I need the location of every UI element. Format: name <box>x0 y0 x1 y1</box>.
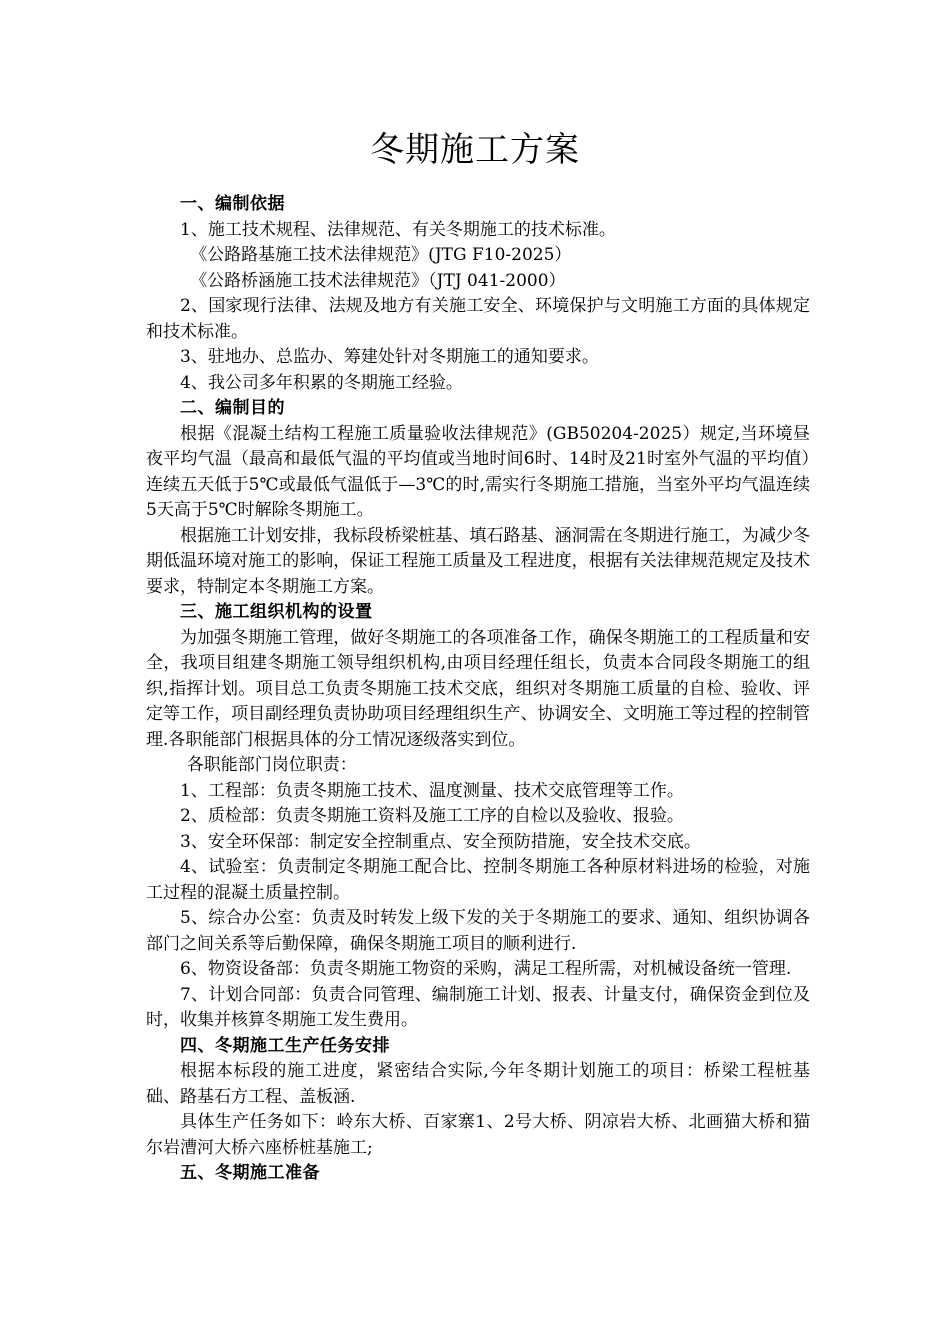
section-heading: 四、冬期施工生产任务安排 <box>180 1035 390 1056</box>
document-body <box>146 192 810 1187</box>
body-paragraph: 6、物资设备部：负责冬期施工物资的采购，满足工程所需，对机械设备统一管理. <box>180 959 792 979</box>
body-paragraph: 4、试验室：负责制定冬期施工配合比、控制冬期施工各种原材料进场的检验，对施工过程的混凝土质量控制。 <box>146 857 810 903</box>
document-title: 冬期施工方案 <box>370 130 580 170</box>
body-paragraph: 为加强冬期施工管理，做好冬期施工的各项准备工作，确保冬期施工的工程质量和安全，我项目组建冬期施工领导组织机构,由项目经理任组长，负责本合同段冬期施工的组织,指挥计划。项目总工负责冬期施工技术交底，组织对冬期施工质量的自检、验收、评定等工作，项目副经理负责协助项目经理组织生产、协调安全、文明施工等过程的控制管理.各职能部门根据具体的分工情况逐级落实到位。 <box>146 627 810 750</box>
body-paragraph: 根据本标段的施工进度，紧密结合实际,今年冬期计划施工的项目：桥梁工程桩基础、路基石方工程、盖板涵. <box>146 1061 810 1107</box>
body-paragraph: 3、驻地办、总监办、筹建处针对冬期施工的通知要求。 <box>180 347 599 367</box>
section-heading: 五、冬期施工准备 <box>180 1163 320 1183</box>
body-paragraph: 2、质检部：负责冬期施工资料及施工工序的自检以及验收、报验。 <box>180 806 684 826</box>
subheading-paragraph: 各职能部门岗位职责： <box>186 755 357 775</box>
body-paragraph: 5、综合办公室：负责及时转发上级下发的关于冬期施工的要求、通知、组织协调各部门之间关系等后勤保障，确保冬期施工项目的顺利进行. <box>146 908 810 954</box>
reference-line: 《公路路基施工技术法律规范》(JTG F10-2025） <box>190 245 572 265</box>
body-paragraph: 根据施工计划安排，我标段桥梁桩基、填石路基、涵洞需在冬期进行施工，为减少冬期低温环境对施工的影响，保证工程施工质量及工程进度，根据有关法律规范规定及技术要求，特制定本冬期施工方案。 <box>146 525 810 597</box>
body-paragraph: 2、国家现行法律、法规及地方有关施工安全、环境保护与文明施工方面的具体规定和技术标准。 <box>146 296 810 342</box>
body-paragraph: 3、安全环保部：制定安全控制重点、安全预防措施，安全技术交底。 <box>180 831 701 852</box>
body-paragraph: 具体生产任务如下：岭东大桥、百家寨1、2号大桥、阴凉岩大桥、北画猫大桥和猫尔岩漕河大桥六座桥桩基施工; <box>146 1112 810 1158</box>
body-paragraph: 根据《混凝土结构工程施工质量验收法律规范》(GB50204-2025）规定,当环境昼夜平均气温（最高和最低气温的平均值或当地时间6时、14时及21时室外气温的平均值）连续五天低于5℃或最低气温低于—3℃的时,需实行冬期施工措施，当室外平均气温连续5天高于5℃时解除冬期施工。 <box>146 423 810 520</box>
section-heading: 一、编制依据 <box>180 194 285 214</box>
body-paragraph: 1、工程部：负责冬期施工技术、温度测量、技术交底管理等工作。 <box>180 780 684 801</box>
section-heading: 二、编制目的 <box>180 398 285 418</box>
body-paragraph: 7、计划合同部：负责合同管理、编制施工计划、报表、计量支付，确保资金到位及时，收集并核算冬期施工发生费用。 <box>146 984 810 1030</box>
reference-line: 《公路桥涵施工技术法律规范》（JTJ 041-2000） <box>190 270 566 291</box>
body-paragraph: 4、我公司多年积累的冬期施工经验。 <box>180 372 463 393</box>
body-paragraph: 1、施工技术规程、法律规范、有关冬期施工的技术标准。 <box>180 219 616 240</box>
section-heading: 三、施工组织机构的设置 <box>180 602 373 622</box>
